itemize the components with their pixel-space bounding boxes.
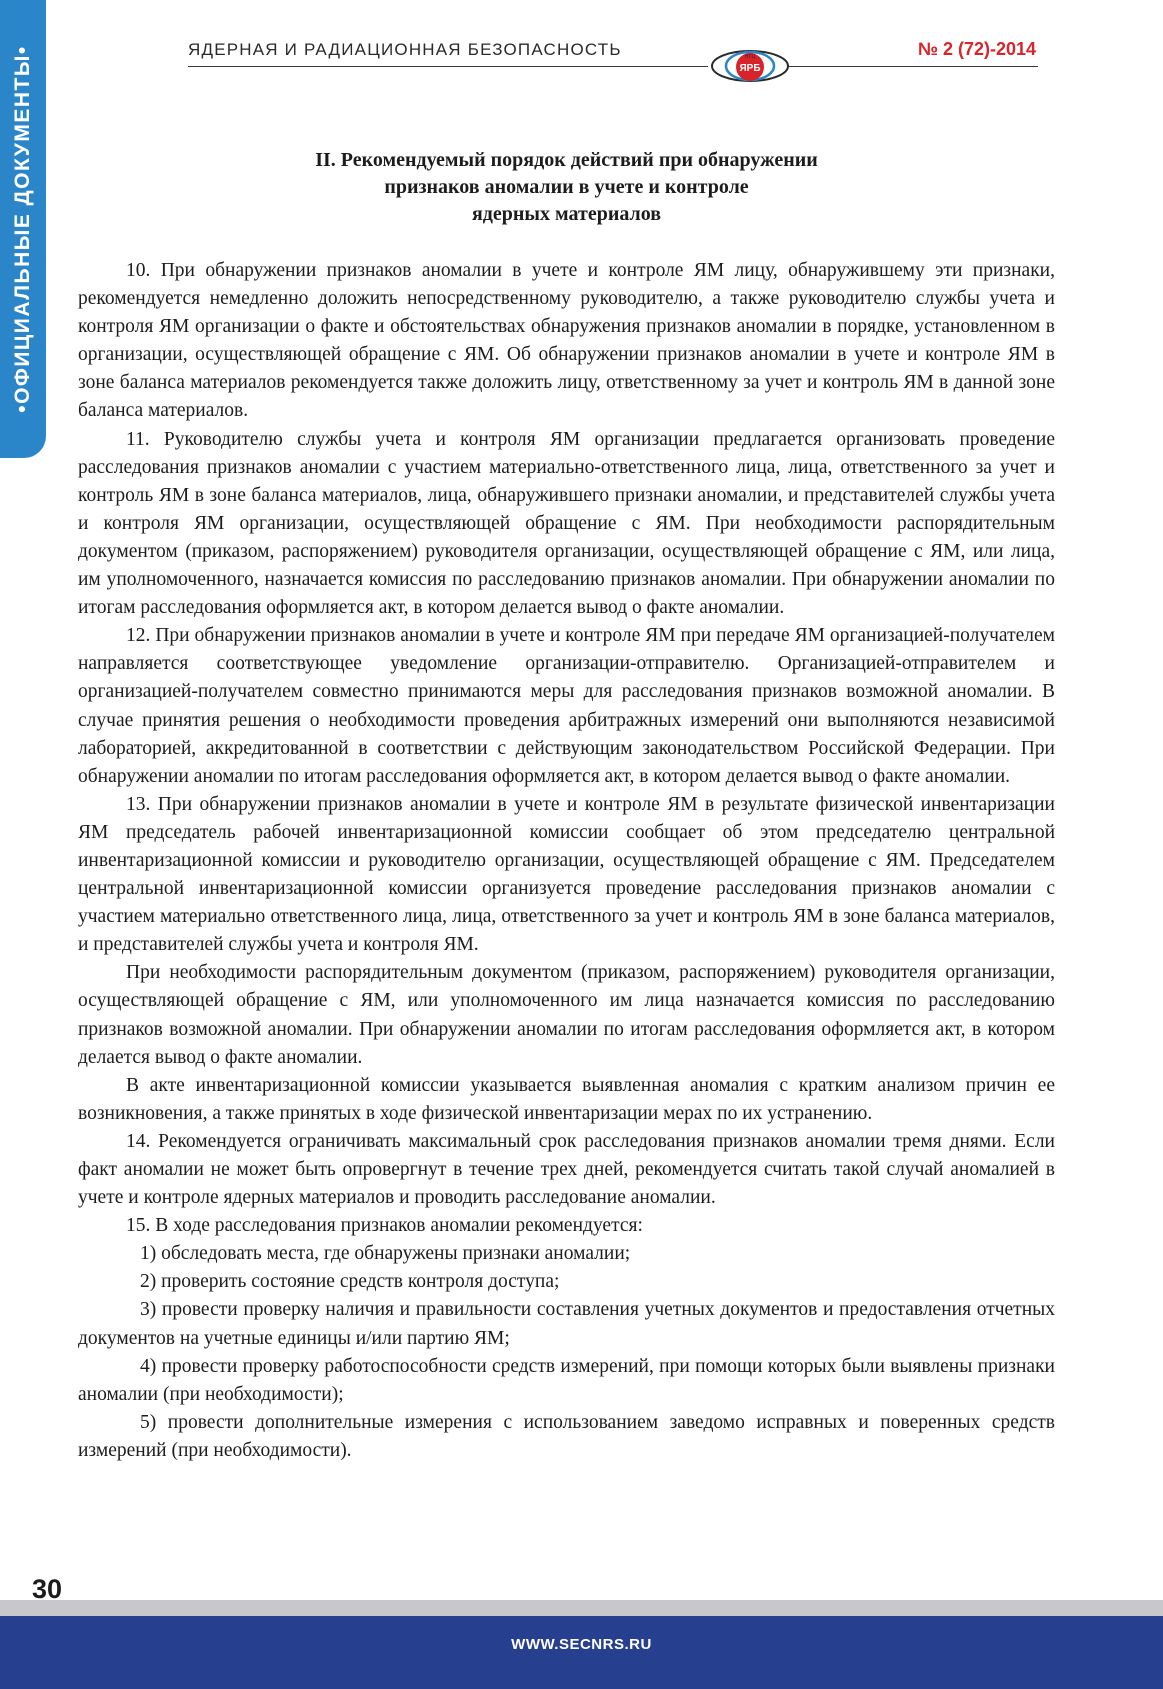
logo-small-text: НТЦ — [744, 54, 756, 60]
paragraph-11: 11. Руководителю службы учета и контроля ЯМ организации предлагается организовать проведение расследования признаков аномалии с участием материально-ответственного лица, лица, ответственного за учет и контроль ЯМ в зоне баланса материалов, лица, обнаружившего признаки аномалии, и представителей службы учета и контроля ЯМ организации, осуществляющей обращение с ЯМ. При необходимости распорядительным документом (приказом, распоряжением) руководителя организации, осуществляющей обращение с ЯМ, или лица, им уполномоченного, назначается комиссия по расследованию признаков аномалии. При обнаружении аномалии по итогам расследования оформляется акт, в котором делается вывод о факте аномалии. — [78, 428, 1055, 619]
header-rule-left — [188, 66, 708, 67]
page-number: 30 — [32, 1574, 63, 1604]
journal-logo-icon — [708, 38, 792, 92]
paragraph-15: 15. В ходе расследования признаков аномалии рекомендуется: — [126, 1215, 643, 1237]
document-body — [78, 257, 1055, 1465]
list-item: 4) провести проверку работоспособности средств измерений, при помощи которых были выявлены признаки аномалии (при необходимости); — [78, 1355, 1055, 1405]
journal-title: ЯДЕРНАЯ И РАДИАЦИОННАЯ БЕЗОПАСНОСТЬ — [188, 40, 622, 59]
issue-number: № 2 (72)-2014 — [917, 39, 1036, 59]
list-item: 1) обследовать места, где обнаружены признаки аномалии; — [140, 1243, 631, 1265]
paragraph-13: 13. При обнаружении признаков аномалии в учете и контроле ЯМ в результате физической инвентаризации ЯМ председатель рабочей инвентаризационной комиссии сообщает об этом председателю центральной инвентаризационной комиссии и руководителю организации, осуществляющей обращение с ЯМ. Председателем центральной инвентаризационной комиссии организуется проведение расследования признаков аномалии с участием материально ответственного лица, лица, ответственного за учет и контроль ЯМ в зоне баланса материалов, и представителей службы учета и контроля ЯМ. — [78, 793, 1055, 956]
section-title-line: II. Рекомендуемый порядок действий при обнаружении — [315, 149, 818, 171]
section-label: •ОФИЦИАЛЬНЫЕ ДОКУМЕНТЫ• — [11, 45, 34, 413]
footer-band — [0, 1600, 1163, 1616]
list-item: 2) проверить состояние средств контроля доступа; — [140, 1271, 560, 1293]
section-title — [78, 147, 1055, 228]
section-side-tab — [0, 0, 46, 458]
logo-text: ЯРБ — [739, 63, 761, 74]
footer-url: WWW.SECNRS.RU — [511, 1636, 652, 1653]
list-item: 5) провести дополнительные измерения с использованием заведомо исправных и поверенных средств измерений (при необходимости). — [78, 1411, 1055, 1461]
header-rule-right — [788, 66, 1038, 67]
section-title-line: ядерных материалов — [471, 203, 662, 225]
paragraph-10: 10. При обнаружении признаков аномалии в учете и контроле ЯМ лицу, обнаружившему эти признаки, рекомендуется немедленно доложить непосредственному руководителю, а также руководителю службы учета и контроля ЯМ организации о факте и обстоятельствах обнаружения признаков аномалии в порядке, установленном в организации, осуществляющей обращение с ЯМ. Об обнаружении признаков аномалии в учете и контроле ЯМ в зоне баланса материалов рекомендуется также доложить лицу, ответственному за учет и контроль ЯМ в данной зоне баланса материалов. — [78, 260, 1055, 422]
list-item: 3) провести проверку наличия и правильности составления учетных документов и предоставления отчетных документов на учетные единицы и/или партию ЯМ; — [78, 1299, 1055, 1349]
paragraph-12: 12. При обнаружении признаков аномалии в учете и контроле ЯМ при передаче ЯМ организацией-получателем направляется соответствующее уведомление организации-отправителю. Организацией-отправителем и организацией-получателем совместно принимаются меры для расследования признаков возможной аномалии. В случае принятия решения о необходимости проведения арбитражных измерений они выполняются независимой лабораторией, аккредитованной в соответствии с действующим законодательством Российской Федерации. При обнаружении аномалии по итогам расследования оформляется акт, в котором делается вывод о факте аномалии. — [78, 625, 1055, 787]
paragraph-14: 14. Рекомендуется ограничивать максимальный срок расследования признаков аномалии тремя днями. Если факт аномалии не может быть опровергнут в течение трех дней, рекомендуется считать такой случай аномалией в учете и контроле ядерных материалов и проводить расследование аномалии. — [78, 1130, 1055, 1209]
paragraph-13-commission: При необходимости распорядительным документом (приказом, распоряжением) руководителя организации, осуществляющей обращение с ЯМ, или уполномоченного им лица назначается комиссия по расследованию признаков возможной аномалии. При обнаружении аномалии по итогам расследования оформляется акт, в котором делается вывод о факте аномалии. — [78, 962, 1055, 1068]
section-title-line: признаков аномалии в учете и контроле — [384, 176, 749, 198]
paragraph-13-act: В акте инвентаризационной комиссии указывается выявленная аномалия с кратким анализом причин ее возникновения, а также принятых в ходе физической инвентаризации мерах по их устранению. — [78, 1074, 1055, 1124]
